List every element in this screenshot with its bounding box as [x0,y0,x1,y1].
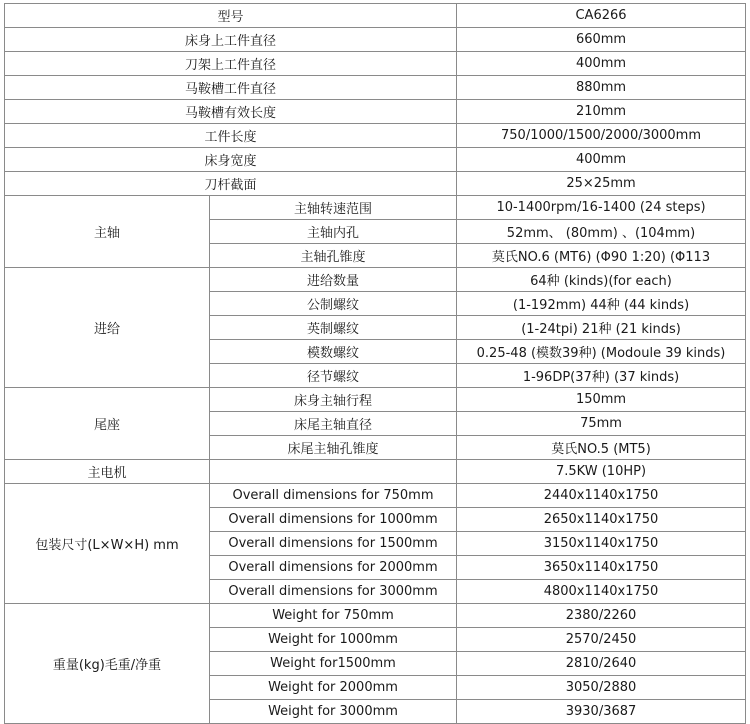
spec-label: 主轴孔锥度 [210,244,457,268]
spec-value: 7.5KW (10HP) [457,460,746,484]
spec-label: 径节螺纹 [210,364,457,388]
spec-value: 3050/2880 [457,676,746,700]
spec-label: 工件长度 [5,124,457,148]
table-row [5,100,746,124]
spec-value: 莫氏NO.6 (MT6) (Φ90 1:20) (Φ113 [457,244,746,268]
spec-label: 主轴转速范围 [210,196,457,220]
group-label: 重量(kg)毛重/净重 [5,604,210,724]
table-row [5,604,746,628]
spec-value: 25×25mm [457,172,746,196]
spec-value: 400mm [457,52,746,76]
table-row [5,148,746,172]
spec-label: 型号 [5,4,457,28]
spec-label: 模数螺纹 [210,340,457,364]
spec-value: 2650x1140x1750 [457,508,746,532]
table-row [5,52,746,76]
group-label: 包装尺寸(L×W×H) mm [5,484,210,604]
spec-label: 床身主轴行程 [210,388,457,412]
spec-label: 刀杆截面 [5,172,457,196]
spec-value: 0.25-48 (模数39种) (Modoule 39 kinds) [457,340,746,364]
spec-label: Weight for 3000mm [210,700,457,724]
spec-label: 床身宽度 [5,148,457,172]
spec-label: Weight for 750mm [210,604,457,628]
spec-value: 64种 (kinds)(for each) [457,268,746,292]
spec-label: Overall dimensions for 1000mm [210,508,457,532]
spec-label: 主轴内孔 [210,220,457,244]
spec-value: 3150x1140x1750 [457,532,746,556]
spec-value: (1-192mm) 44种 (44 kinds) [457,292,746,316]
spec-value: 3930/3687 [457,700,746,724]
spec-label: Overall dimensions for 3000mm [210,580,457,604]
spec-value: 750/1000/1500/2000/3000mm [457,124,746,148]
spec-label: Overall dimensions for 2000mm [210,556,457,580]
spec-value: 2810/2640 [457,652,746,676]
group-label: 进给 [5,268,210,388]
table-row [5,172,746,196]
table-row [5,4,746,28]
spec-value: CA6266 [457,4,746,28]
spec-label: Weight for 2000mm [210,676,457,700]
table-row [5,460,746,484]
spec-table [4,3,746,724]
spec-label: 马鞍槽工件直径 [5,76,457,100]
group-label: 主轴 [5,196,210,268]
table-row [5,196,746,220]
table-row [5,76,746,100]
spec-label: 马鞍槽有效长度 [5,100,457,124]
spec-label: 床尾主轴孔锥度 [210,436,457,460]
spec-value: 400mm [457,148,746,172]
spec-value: 52mm、 (80mm) 、(104mm) [457,220,746,244]
group-label: 主电机 [5,460,210,484]
spec-value: 1-96DP(37种) (37 kinds) [457,364,746,388]
spec-label: 刀架上工件直径 [5,52,457,76]
spec-label: Weight for 1000mm [210,628,457,652]
spec-value: 2380/2260 [457,604,746,628]
spec-value: 10-1400rpm/16-1400 (24 steps) [457,196,746,220]
group-label: 尾座 [5,388,210,460]
spec-label: 床尾主轴直径 [210,412,457,436]
spec-value: 210mm [457,100,746,124]
spec-label: 床身上工件直径 [5,28,457,52]
spec-label: 进给数量 [210,268,457,292]
spec-label: 英制螺纹 [210,316,457,340]
spec-label: Overall dimensions for 750mm [210,484,457,508]
spec-value: 4800x1140x1750 [457,580,746,604]
spec-value: 莫氏NO.5 (MT5) [457,436,746,460]
table-row [5,484,746,508]
spec-value: 75mm [457,412,746,436]
table-row [5,124,746,148]
spec-label: Overall dimensions for 1500mm [210,532,457,556]
table-row [5,28,746,52]
spec-value: 150mm [457,388,746,412]
spec-label [210,460,457,484]
spec-value: (1-24tpi) 21种 (21 kinds) [457,316,746,340]
spec-value: 660mm [457,28,746,52]
spec-label: 公制螺纹 [210,292,457,316]
spec-value: 880mm [457,76,746,100]
spec-value: 3650x1140x1750 [457,556,746,580]
spec-label: Weight for1500mm [210,652,457,676]
spec-value: 2570/2450 [457,628,746,652]
spec-value: 2440x1140x1750 [457,484,746,508]
table-row [5,268,746,292]
table-row [5,388,746,412]
